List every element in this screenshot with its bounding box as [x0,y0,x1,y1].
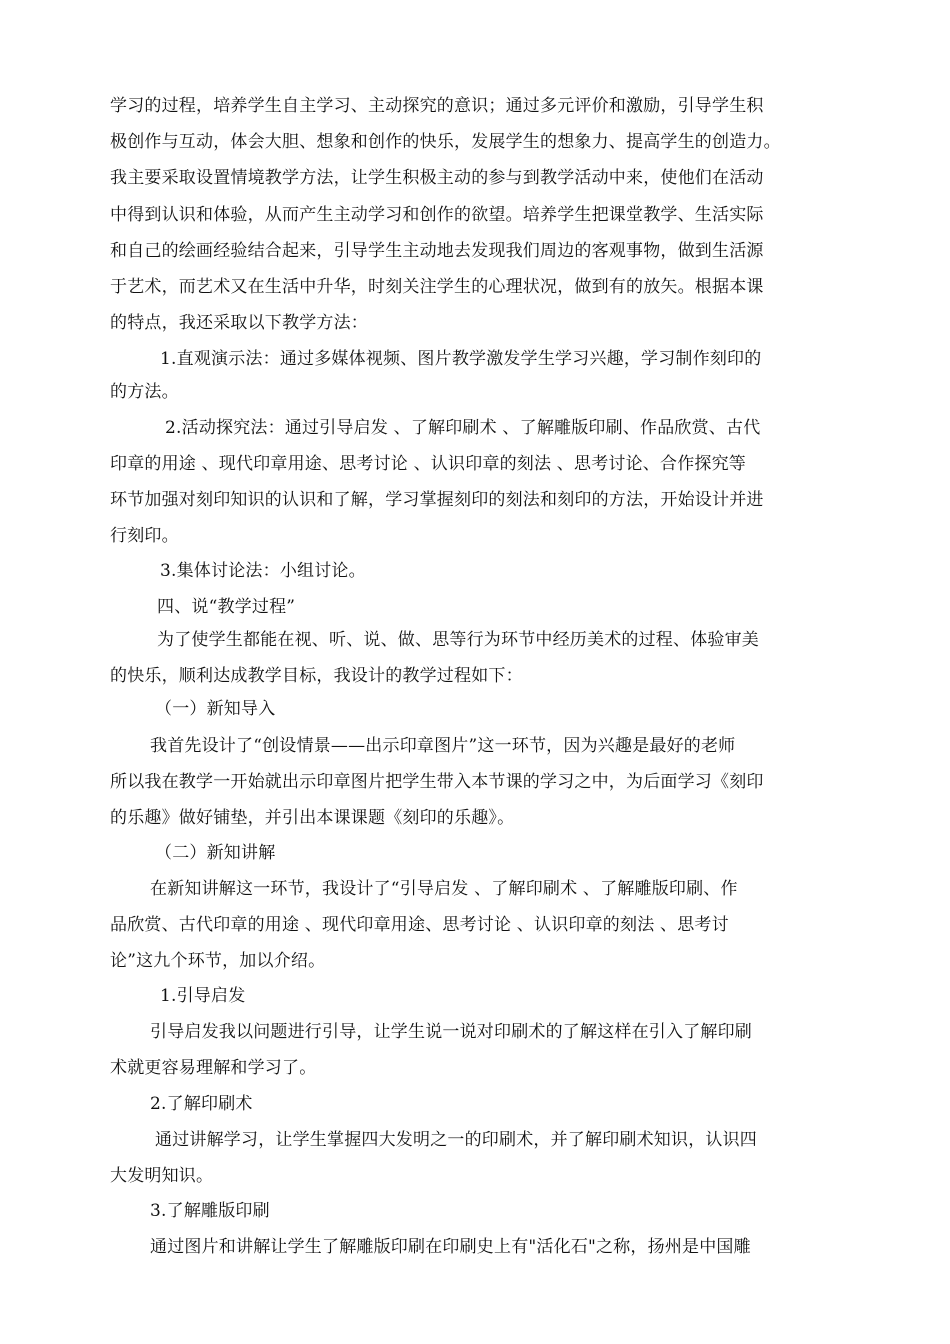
paragraph-line: 通过图片和讲解让学生了解雕版印刷在印刷史上有"活化石"之称，扬州是中国雕 [150,1237,751,1257]
paragraph-line: 中得到认识和体验，从而产生主动学习和创作的欲望。培养学生把课堂教学、生活实际 [110,205,764,225]
paragraph-line: 我主要采取设置情境教学方法，让学生积极主动的参与到教学活动中来，使他们在活动 [110,168,764,188]
item-heading: 2.了解印刷术 [150,1094,253,1114]
list-item-line: 2.活动探究法：通过引导启发 、了解印刷术 、了解雕版印刷、作品欣赏、古代 [165,418,761,438]
paragraph-line: 和自己的绘画经验结合起来，引导学生主动地去发现我们周边的客观事物，做到生活源 [110,241,764,261]
paragraph-line: 为了使学生都能在视、听、说、做、思等行为环节中经历美术的过程、体验审美 [157,630,759,650]
subsection-heading: （一）新知导入 [155,699,276,719]
paragraph-line: 所以我在教学一开始就出示印章图片把学生带入本节课的学习之中，为后面学习《刻印 [110,772,764,792]
paragraph-line: 我首先设计了“创设情景——出示印章图片”这一环节，因为兴趣是最好的老师 [150,736,736,756]
list-item-line: 1.直观演示法：通过多媒体视频、图片教学激发学生学习兴趣，学习制作刻印的 [160,349,762,369]
subsection-heading: （二）新知讲解 [155,843,276,863]
paragraph-line: 的特点，我还采取以下教学方法： [110,313,368,333]
paragraph-line: 论”这九个环节，加以介绍。 [110,951,326,971]
paragraph-line: 通过讲解学习，让学生掌握四大发明之一的印刷术，并了解印刷术知识，认识四 [155,1130,757,1150]
paragraph-line: 术就更容易理解和学习了。 [110,1058,317,1078]
list-item-line: 3.集体讨论法：小组讨论。 [160,561,366,581]
paragraph-line: 印章的用途 、现代印章用途、思考讨论 、认识印章的刻法 、思考讨论、合作探究等 [110,454,747,474]
paragraph-line: 在新知讲解这一环节，我设计了“引导启发 、了解印刷术 、了解雕版印刷、作 [150,879,738,899]
paragraph-line: 引导启发我以问题进行引导，让学生说一说对印刷术的了解这样在引入了解印刷 [150,1022,752,1042]
paragraph-line: 于艺术，而艺术又在生活中升华，时刻关注学生的心理状况，做到有的放矢。根据本课 [110,277,764,297]
paragraph-line: 行刻印。 [110,526,179,546]
paragraph-line: 学习的过程，培养学生自主学习、主动探究的意识；通过多元评价和激励，引导学生积 [110,96,764,116]
item-heading: 1.引导启发 [160,986,246,1006]
item-heading: 3.了解雕版印刷 [150,1201,270,1221]
paragraph-line: 的方法。 [110,382,179,402]
paragraph-line: 极创作与互动，体会大胆、想象和创作的快乐，发展学生的想象力、提高学生的创造力。 [110,132,781,152]
paragraph-line: 的快乐，顺利达成教学目标，我设计的教学过程如下： [110,666,523,686]
paragraph-line: 品欣赏、古代印章的用途 、现代印章用途、思考讨论 、认识印章的刻法 、思考讨 [110,915,729,935]
paragraph-line: 的乐趣》做好铺垫，并引出本课课题《刻印的乐趣》。 [110,808,515,828]
section-heading: 四、说“教学过程” [157,597,296,617]
paragraph-line: 大发明知识。 [110,1166,214,1186]
paragraph-line: 环节加强对刻印知识的认识和了解，学习掌握刻印的刻法和刻印的方法，开始设计并进 [110,490,764,510]
